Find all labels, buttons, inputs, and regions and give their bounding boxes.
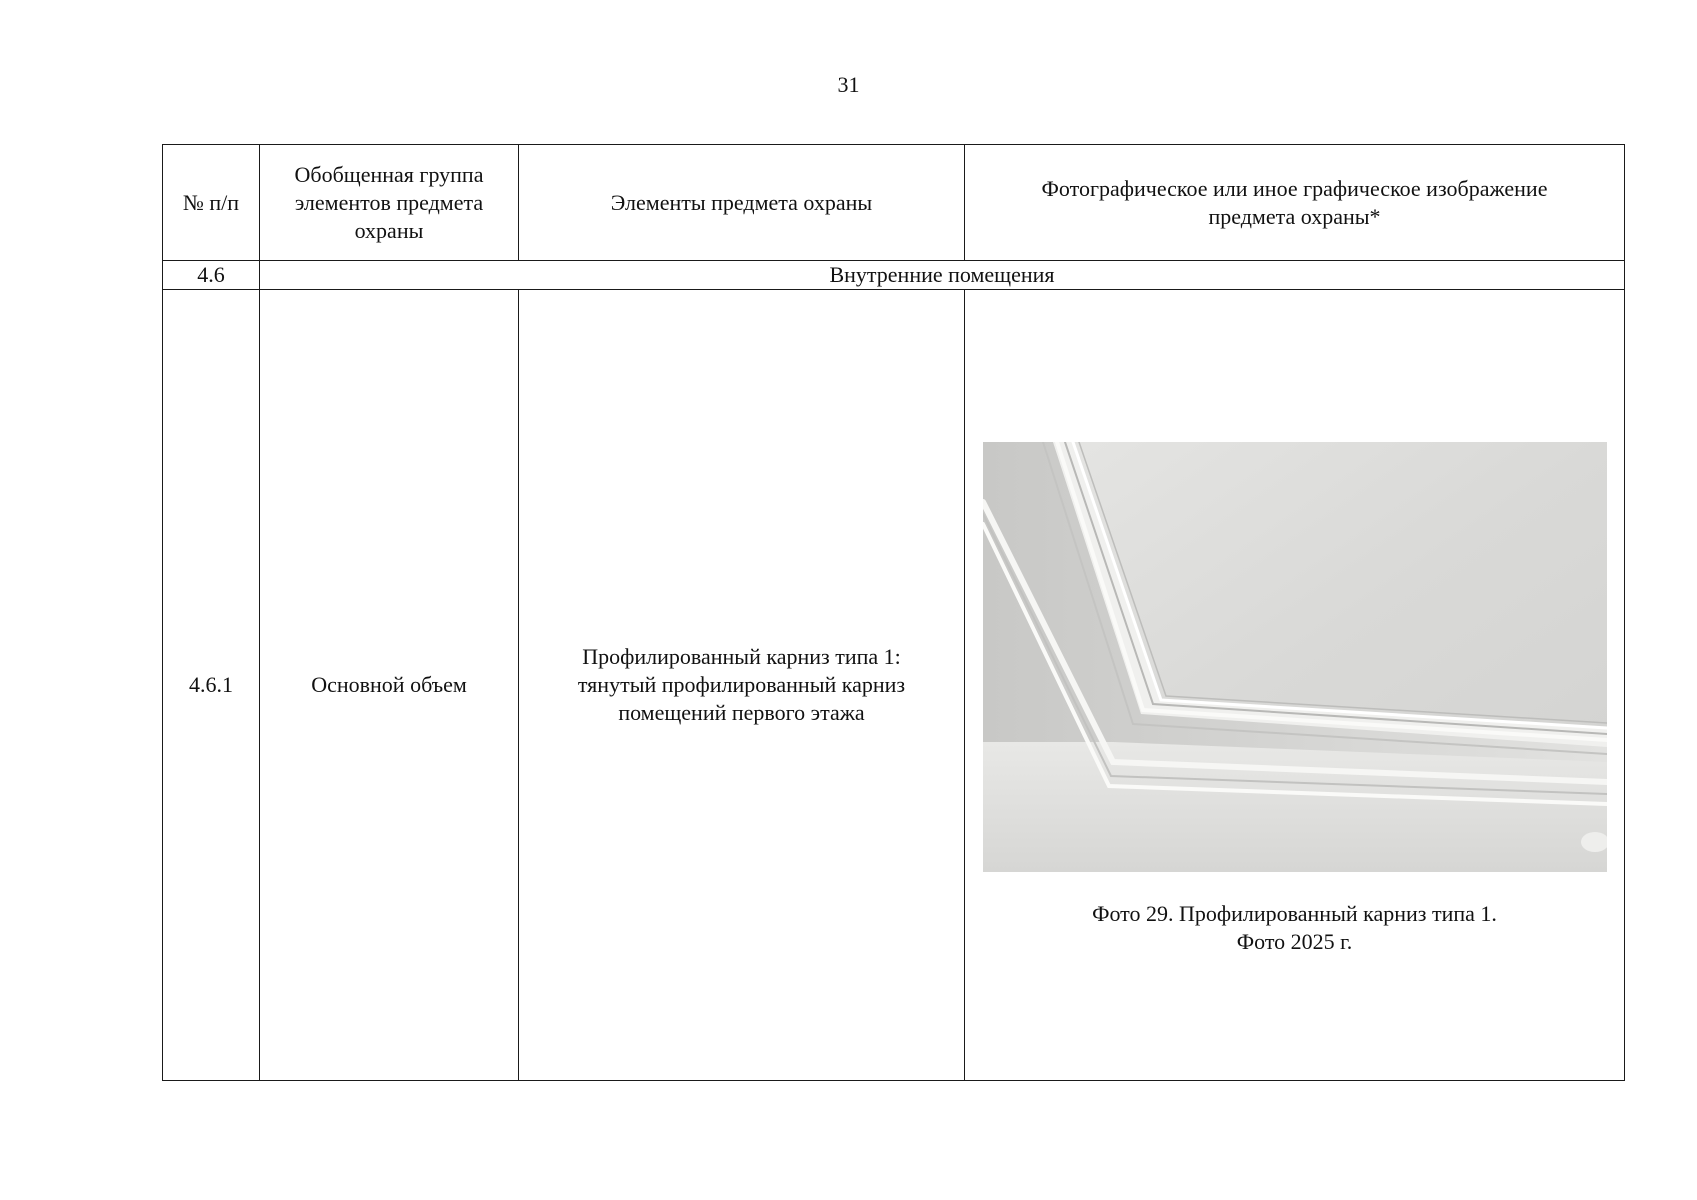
protection-elements-table [162, 144, 1625, 1081]
row-image-cell [965, 290, 1625, 1081]
row-elements: Профилированный карниз типа 1: тянутый профилированный карниз помещений первого этажа [519, 290, 965, 1081]
photo-caption-line-1: Фото 29. Профилированный карниз типа 1. [1092, 901, 1497, 926]
header-image: Фотографическое или иное графическое изображение предмета охраны* [965, 145, 1625, 261]
section-number: 4.6 [163, 261, 260, 290]
table-row [163, 290, 1625, 1081]
header-group: Обобщенная группа элементов предмета охраны [260, 145, 519, 261]
header-elements: Элементы предмета охраны [519, 145, 965, 261]
cornice-photo [983, 442, 1607, 872]
photo-caption [983, 900, 1606, 956]
photo-caption-line-2: Фото 2025 г. [1236, 929, 1353, 954]
photo-block [983, 442, 1606, 956]
table-header-row [163, 145, 1625, 261]
section-title: Внутренние помещения [260, 261, 1625, 290]
section-row [163, 261, 1625, 290]
row-group: Основной объем [260, 290, 519, 1081]
header-number: № п/п [163, 145, 260, 261]
page-number: 31 [837, 72, 860, 97]
row-number: 4.6.1 [163, 290, 260, 1081]
